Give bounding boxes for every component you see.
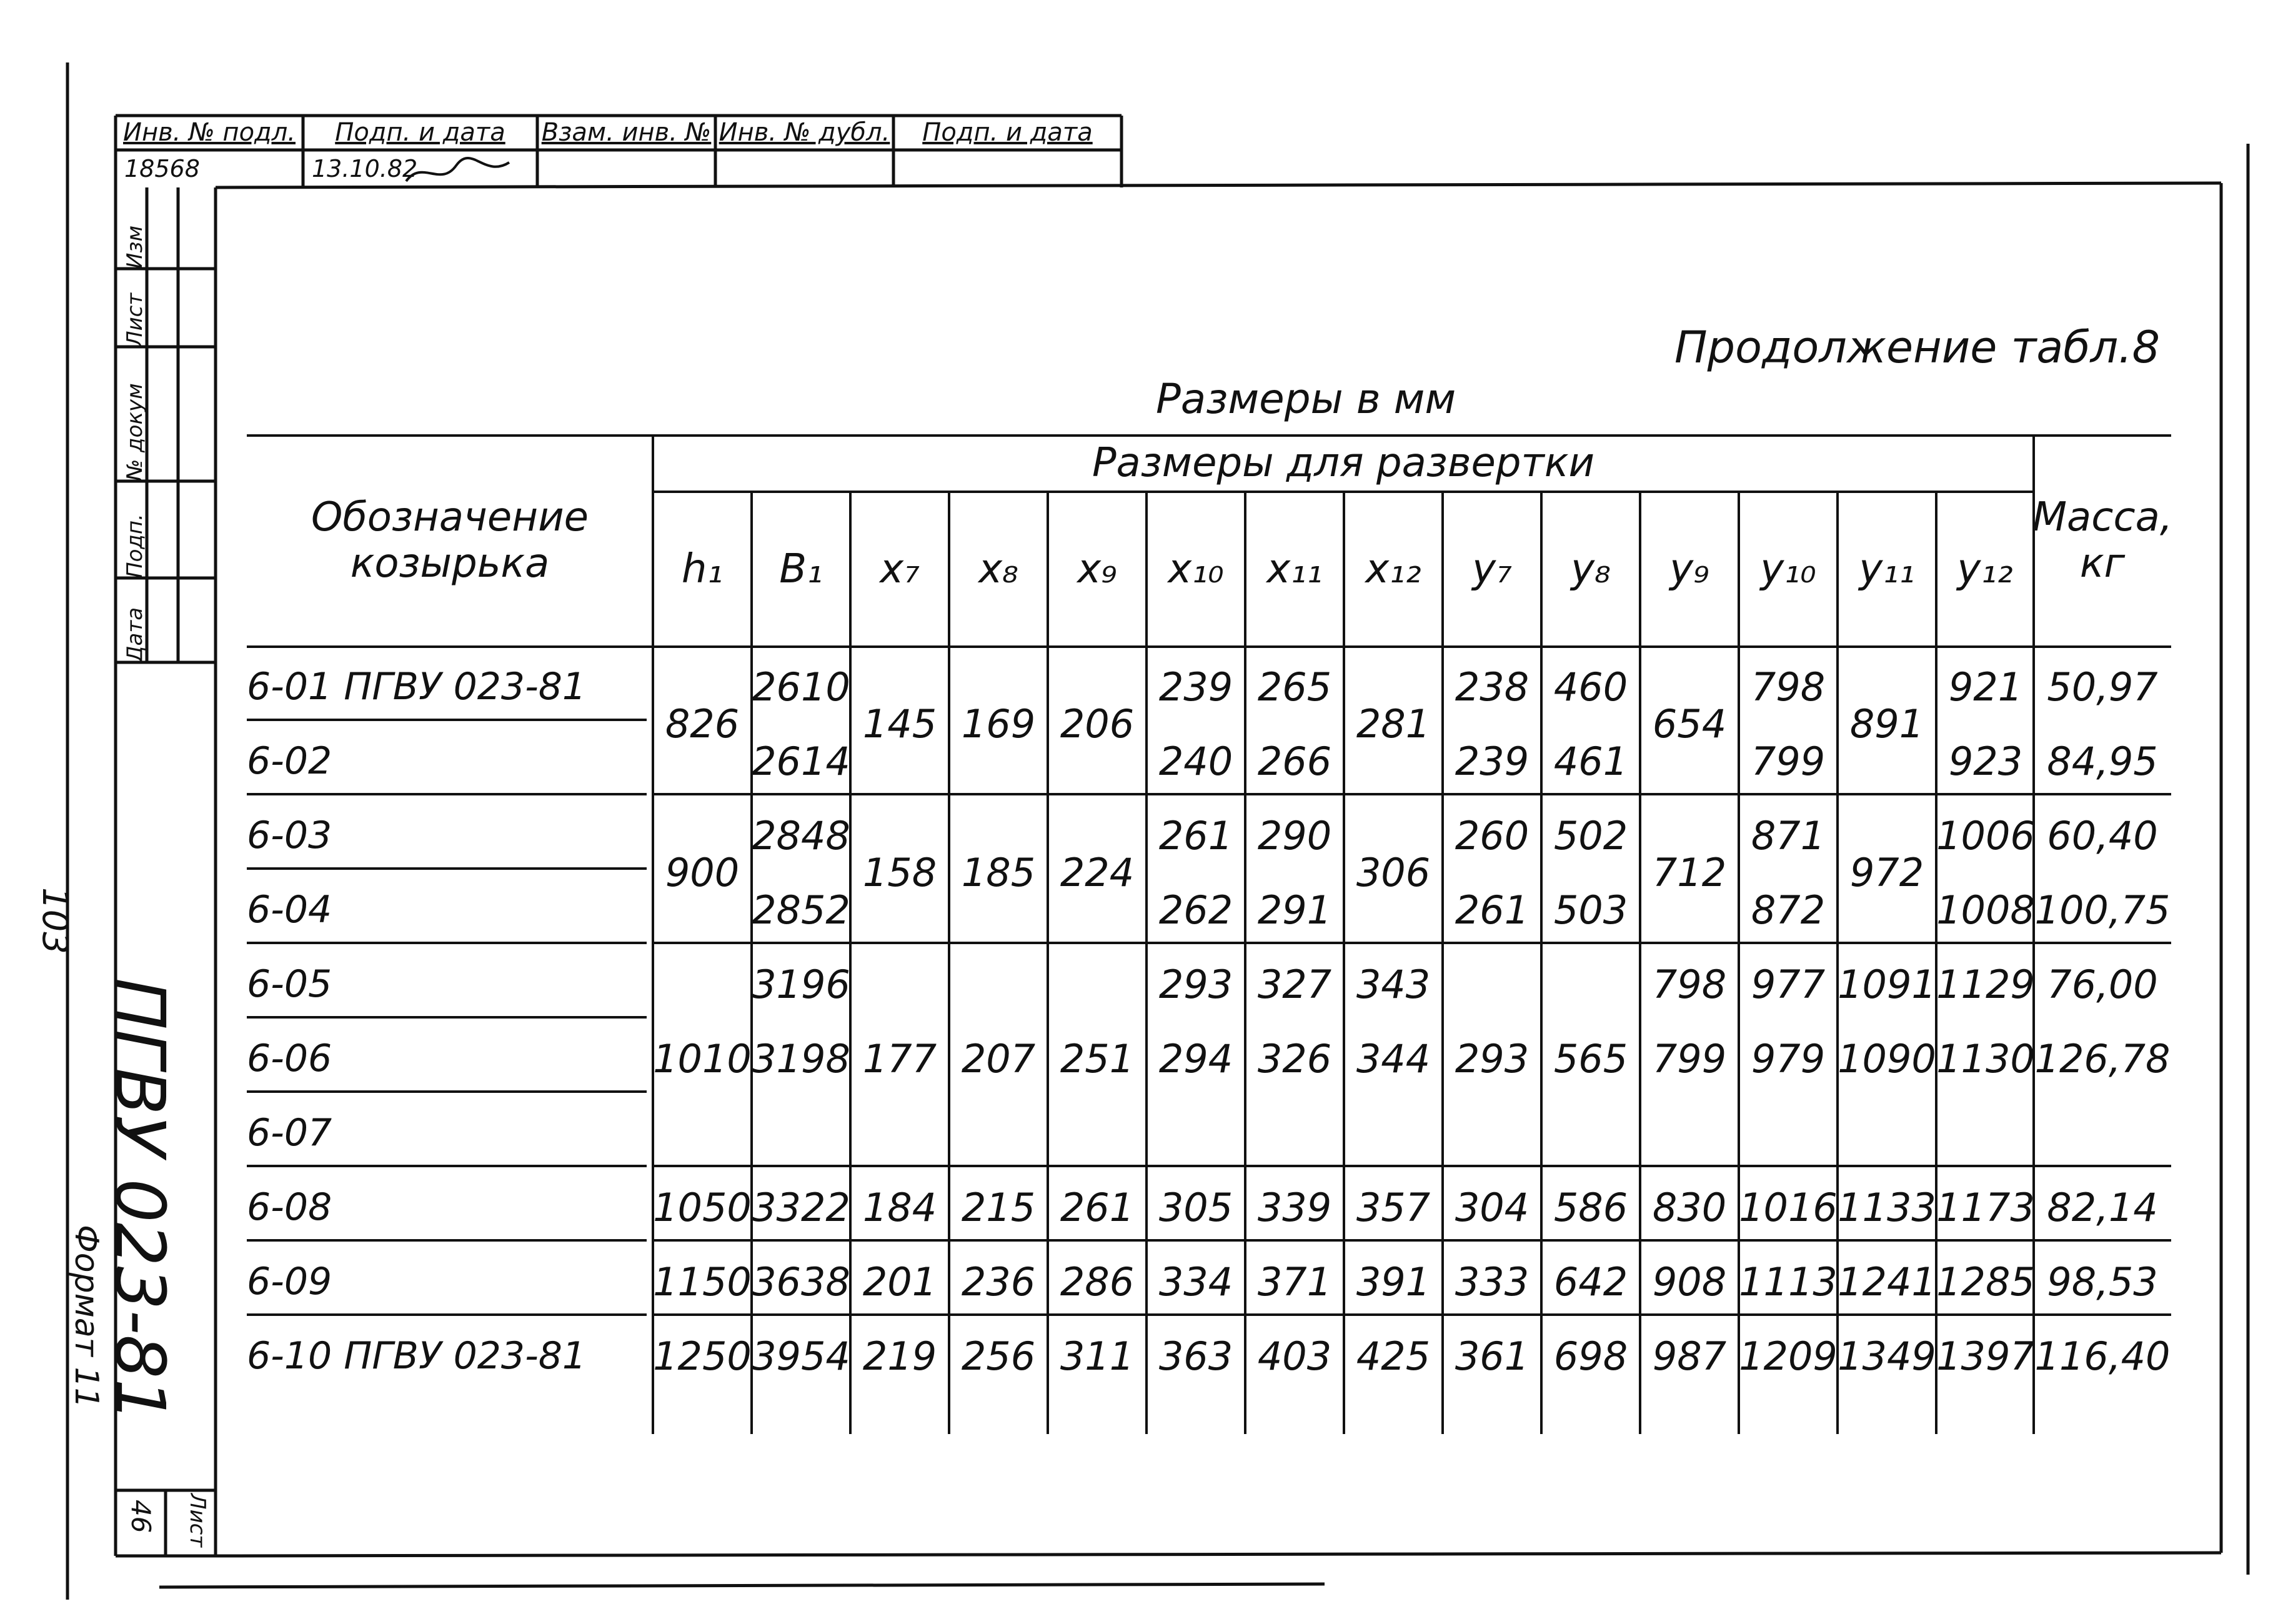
cell-y8: 502 <box>1553 812 1628 859</box>
cell-x7: 184 <box>862 1184 937 1230</box>
table-header <box>247 434 2171 647</box>
sheet-number: 46 <box>126 1500 156 1533</box>
cell-b1: 3322 <box>752 1184 850 1230</box>
cell-y7: 333 <box>1455 1258 1529 1305</box>
merged-cell-h1: 1010 <box>653 1035 752 1082</box>
units-caption: Размеры в мм <box>1156 375 1456 423</box>
cell-x11: 290 <box>1257 812 1332 859</box>
cell-y12: 923 <box>1948 738 2023 784</box>
cell-y9: 908 <box>1652 1258 1727 1305</box>
cell-y7: 304 <box>1455 1184 1529 1230</box>
cell-y12: 1008 <box>1936 887 2035 933</box>
cell-y12: 1006 <box>1936 812 2035 859</box>
cell-y8: 503 <box>1553 887 1628 933</box>
merged-cell-x12: 281 <box>1356 701 1431 747</box>
cell-x11: 291 <box>1257 887 1332 933</box>
row-designation: 6-02 <box>247 739 332 783</box>
stamp-date: 13.10.82 <box>312 155 418 182</box>
merged-cell-y11: 891 <box>1849 701 1924 747</box>
cell-y8: 698 <box>1553 1333 1628 1379</box>
cell-x7: 201 <box>862 1258 937 1305</box>
header-y10: y₁₀ <box>1760 546 1816 592</box>
cell-y12: 1129 <box>1936 961 2035 1007</box>
cell-mass: 50,97 <box>2047 664 2158 710</box>
cell-y9: 830 <box>1652 1184 1727 1230</box>
cell-x10: 293 <box>1158 961 1233 1007</box>
cell-y9: 799 <box>1652 1035 1727 1082</box>
header-designation: Обозначение козырька <box>311 494 589 587</box>
stamp-header-dup-inv: Инв. № дубл. <box>719 118 890 147</box>
cell-b1: 3196 <box>752 961 850 1007</box>
cell-x10: 240 <box>1158 738 1233 784</box>
cell-mass: 84,95 <box>2047 738 2158 784</box>
header-group: Размеры для развертки <box>1092 440 1595 486</box>
cell-b1: 2848 <box>752 812 850 859</box>
merged-cell-x7: 145 <box>862 701 937 747</box>
stamp-header-sign-date: Подп. и дата <box>335 118 505 147</box>
cell-y10: 1209 <box>1739 1333 1838 1379</box>
merged-cell-x7: 177 <box>862 1035 937 1082</box>
cell-x12: 391 <box>1356 1258 1431 1305</box>
cell-y12: 921 <box>1948 664 2023 710</box>
row-designation: 6-08 <box>247 1185 332 1229</box>
header-x11: x₁₁ <box>1266 546 1323 592</box>
approval-stamp <box>116 116 1122 189</box>
cell-y9: 987 <box>1652 1333 1727 1379</box>
merged-cell-x9: 251 <box>1060 1035 1135 1082</box>
header-x10: x₁₀ <box>1168 546 1224 592</box>
cell-x11: 403 <box>1257 1333 1332 1379</box>
sheet-label: Лист <box>185 1493 210 1548</box>
row-designation: 6-07 <box>247 1111 332 1155</box>
format-label: Формат 11 <box>67 1225 105 1408</box>
row-designation: 6-09 <box>247 1260 332 1303</box>
cell-mass: 126,78 <box>2034 1035 2171 1082</box>
header-b1: B₁ <box>779 546 823 592</box>
merged-cell-y9: 654 <box>1652 701 1727 747</box>
cell-b1: 2614 <box>752 738 850 784</box>
page-number: 103 <box>34 887 75 954</box>
cell-mass: 100,75 <box>2034 887 2171 933</box>
cell-h1: 1150 <box>653 1258 752 1305</box>
cell-b1: 3198 <box>752 1035 850 1082</box>
cell-y8: 586 <box>1553 1184 1628 1230</box>
cell-x10: 334 <box>1158 1258 1233 1305</box>
cell-h1: 1050 <box>653 1184 752 1230</box>
cell-y11: 1133 <box>1838 1184 1936 1230</box>
cell-y10: 979 <box>1751 1035 1826 1082</box>
cell-y7: 361 <box>1455 1333 1529 1379</box>
merged-cell-x8: 207 <box>961 1035 1036 1082</box>
cell-y12: 1173 <box>1936 1184 2035 1230</box>
signature-icon <box>403 153 515 191</box>
cell-y9: 798 <box>1652 961 1727 1007</box>
stamp-inv-number: 18568 <box>124 155 200 182</box>
cell-y8: 460 <box>1553 664 1628 710</box>
merged-cell-y9: 712 <box>1652 850 1727 895</box>
header-h1: h₁ <box>681 546 724 592</box>
cell-x9: 286 <box>1060 1258 1135 1305</box>
cell-x10: 239 <box>1158 664 1233 710</box>
cell-y11: 1091 <box>1838 961 1936 1007</box>
cell-x12: 343 <box>1356 961 1431 1007</box>
cell-y10: 871 <box>1751 812 1826 859</box>
merged-cell-h1: 900 <box>665 850 740 895</box>
cell-x11: 266 <box>1257 738 1332 784</box>
header-y12: y₁₂ <box>1957 546 2013 592</box>
header-y9: y₉ <box>1669 546 1709 592</box>
header-y8: y₈ <box>1571 546 1611 592</box>
margin-header-signature: Подп. <box>122 514 147 578</box>
cell-y8: 642 <box>1553 1258 1628 1305</box>
cell-mass: 60,40 <box>2047 812 2158 859</box>
cell-y7: 260 <box>1455 812 1529 859</box>
row-designation: 6-05 <box>247 962 332 1006</box>
cell-x8: 256 <box>961 1333 1036 1379</box>
cell-b1: 2610 <box>752 664 850 710</box>
row-designation: 6-10 ПГВУ 023-81 <box>247 1334 587 1378</box>
cell-y11: 1090 <box>1838 1035 1936 1082</box>
cell-y8: 461 <box>1553 738 1628 784</box>
merged-cell-x9: 206 <box>1060 701 1135 747</box>
row-designation: 6-04 <box>247 888 332 932</box>
cell-b1: 3954 <box>752 1333 850 1379</box>
row-designation: 6-06 <box>247 1037 332 1080</box>
cell-y7: 261 <box>1455 887 1529 933</box>
margin-header-sheet: Лист <box>122 292 147 347</box>
document-code: ПГВУ 023-81 <box>100 978 180 1423</box>
margin-header-change: Изм <box>122 225 147 269</box>
cell-x10: 262 <box>1158 887 1233 933</box>
stamp-header-replaced-inv: Взам. инв. № <box>541 118 712 147</box>
cell-x10: 305 <box>1158 1184 1233 1230</box>
header-y7: y₇ <box>1472 546 1512 592</box>
header-x7: x₇ <box>880 546 920 592</box>
cell-y11: 1241 <box>1838 1258 1936 1305</box>
cell-y12: 1397 <box>1936 1333 2035 1379</box>
row-designation: 6-01 ПГВУ 023-81 <box>247 665 587 709</box>
cell-y10: 799 <box>1751 738 1826 784</box>
cell-y10: 1113 <box>1739 1258 1838 1305</box>
row-designation: 6-03 <box>247 814 332 857</box>
cell-x12: 344 <box>1356 1035 1431 1082</box>
merged-cell-y11: 972 <box>1849 850 1924 895</box>
header-x8: x₈ <box>978 546 1018 592</box>
cell-b1: 3638 <box>752 1258 850 1305</box>
cell-x11: 371 <box>1257 1258 1332 1305</box>
cell-x8: 215 <box>961 1184 1036 1230</box>
cell-x11: 339 <box>1257 1184 1332 1230</box>
margin-header-date: Дата <box>122 607 147 662</box>
header-y11: y₁₁ <box>1859 546 1915 592</box>
merged-cell-x7: 158 <box>862 850 937 895</box>
header-x12: x₁₂ <box>1365 546 1421 592</box>
merged-cell-x8: 185 <box>961 850 1036 895</box>
cell-x11: 326 <box>1257 1035 1332 1082</box>
header-x9: x₉ <box>1077 546 1117 592</box>
cell-y12: 1285 <box>1936 1258 2035 1305</box>
table-continuation-caption: Продолжение табл.8 <box>1674 322 2160 373</box>
cell-mass: 116,40 <box>2034 1333 2171 1379</box>
cell-x9: 261 <box>1060 1184 1135 1230</box>
merged-cell-h1: 826 <box>665 701 740 747</box>
cell-y7: 238 <box>1455 664 1529 710</box>
cell-x10: 363 <box>1158 1333 1233 1379</box>
merged-cell-x9: 224 <box>1060 850 1135 895</box>
cell-y10: 1016 <box>1739 1184 1838 1230</box>
cell-h1: 1250 <box>653 1333 752 1379</box>
cell-x12: 357 <box>1356 1184 1431 1230</box>
stamp-header-inv-orig: Инв. № подл. <box>123 118 296 147</box>
merged-cell-x8: 169 <box>961 701 1036 747</box>
cell-x10: 261 <box>1158 812 1233 859</box>
header-mass: Масса, кг <box>2032 494 2173 587</box>
merged-cell-y8: 565 <box>1553 1035 1628 1082</box>
cell-mass: 98,53 <box>2047 1258 2158 1305</box>
cell-b1: 2852 <box>752 887 850 933</box>
merged-cell-x12: 306 <box>1356 850 1431 895</box>
cell-x11: 265 <box>1257 664 1332 710</box>
cell-y10: 872 <box>1751 887 1826 933</box>
cell-y10: 798 <box>1751 664 1826 710</box>
margin-header-doc-number: № докум <box>122 383 147 481</box>
cell-x9: 311 <box>1060 1333 1135 1379</box>
cell-x12: 425 <box>1356 1333 1431 1379</box>
cell-y7: 239 <box>1455 738 1529 784</box>
cell-mass: 82,14 <box>2047 1184 2158 1230</box>
cell-x8: 236 <box>961 1258 1036 1305</box>
cell-x10: 294 <box>1158 1035 1233 1082</box>
cell-y10: 977 <box>1751 961 1826 1007</box>
cell-y11: 1349 <box>1838 1333 1936 1379</box>
cell-mass: 76,00 <box>2047 961 2158 1007</box>
cell-y12: 1130 <box>1936 1035 2035 1082</box>
cell-x7: 219 <box>862 1333 937 1379</box>
stamp-header-sign-date-2: Подп. и дата <box>922 118 1093 147</box>
merged-cell-y7: 293 <box>1455 1035 1529 1082</box>
cell-x11: 327 <box>1257 961 1332 1007</box>
